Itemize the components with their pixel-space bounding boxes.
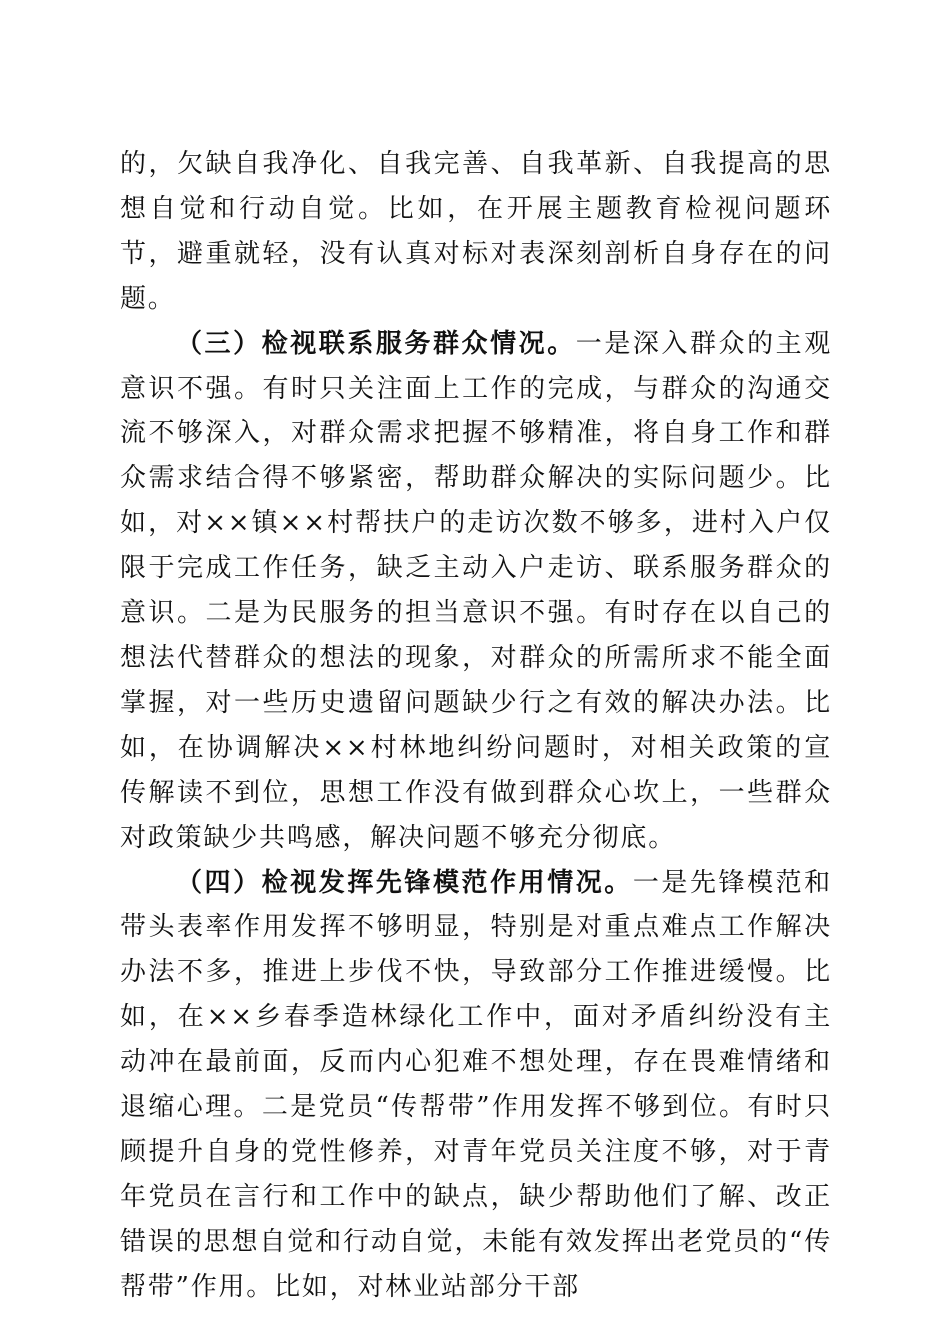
paragraph-section-4 [120, 861, 832, 1310]
paragraph-section-3 [120, 322, 832, 861]
section-4-heading: （四）检视发挥先锋模范作用情况。 [176, 867, 633, 898]
paragraph-continuation [120, 142, 832, 322]
section-3-heading: （三）检视联系服务群众情况。 [176, 328, 576, 359]
paragraph-1-text: 的，欠缺自我净化、自我完善、自我革新、自我提高的思想自觉和行动自觉。比如，在开展主题教育检视问题环节，避重就轻，没有认真对标对表深刻剖析自身存在的问题。 [120, 149, 832, 314]
document-page [120, 142, 832, 1310]
section-3-text: 一是深入群众的主观意识不强。有时只关注面上工作的完成，与群众的沟通交流不够深入，对群众需求把握不够精准，将自身工作和群众需求结合得不够紧密，帮助群众解决的实际问题少。比如，对××镇××村帮扶户的走访次数不够多，进村入户仅限于完成工作任务，缺乏主动入户走访、联系服务群众的意识。二是为民服务的担当意识不强。有时存在以自己的想法代替群众的想法的现象，对群众的所需所求不能全面掌握，对一些历史遗留问题缺少行之有效的解决办法。比如，在协调解决××村林地纠纷问题时，对相关政策的宣传解读不到位，思想工作没有做到群众心坎上，一些群众对政策缺少共鸣感，解决问题不够充分彻底。 [120, 328, 832, 853]
section-4-text: 一是先锋模范和带头表率作用发挥不够明显，特别是对重点难点工作解决办法不多，推进上步伐不快，导致部分工作推进缓慢。比如，在××乡春季造林绿化工作中，面对矛盾纠纷没有主动冲在最前面，反而内心犯难不想处理，存在畏难情绪和退缩心理。二是党员“传帮带”作用发挥不够到位。有时只顾提升自身的党性修养，对青年党员关注度不够，对于青年党员在言行和工作中的缺点，缺少帮助他们了解、改正错误的思想自觉和行动自觉，未能有效发挥出老党员的“传帮带”作用。比如，对林业站部分干部 [120, 867, 832, 1302]
